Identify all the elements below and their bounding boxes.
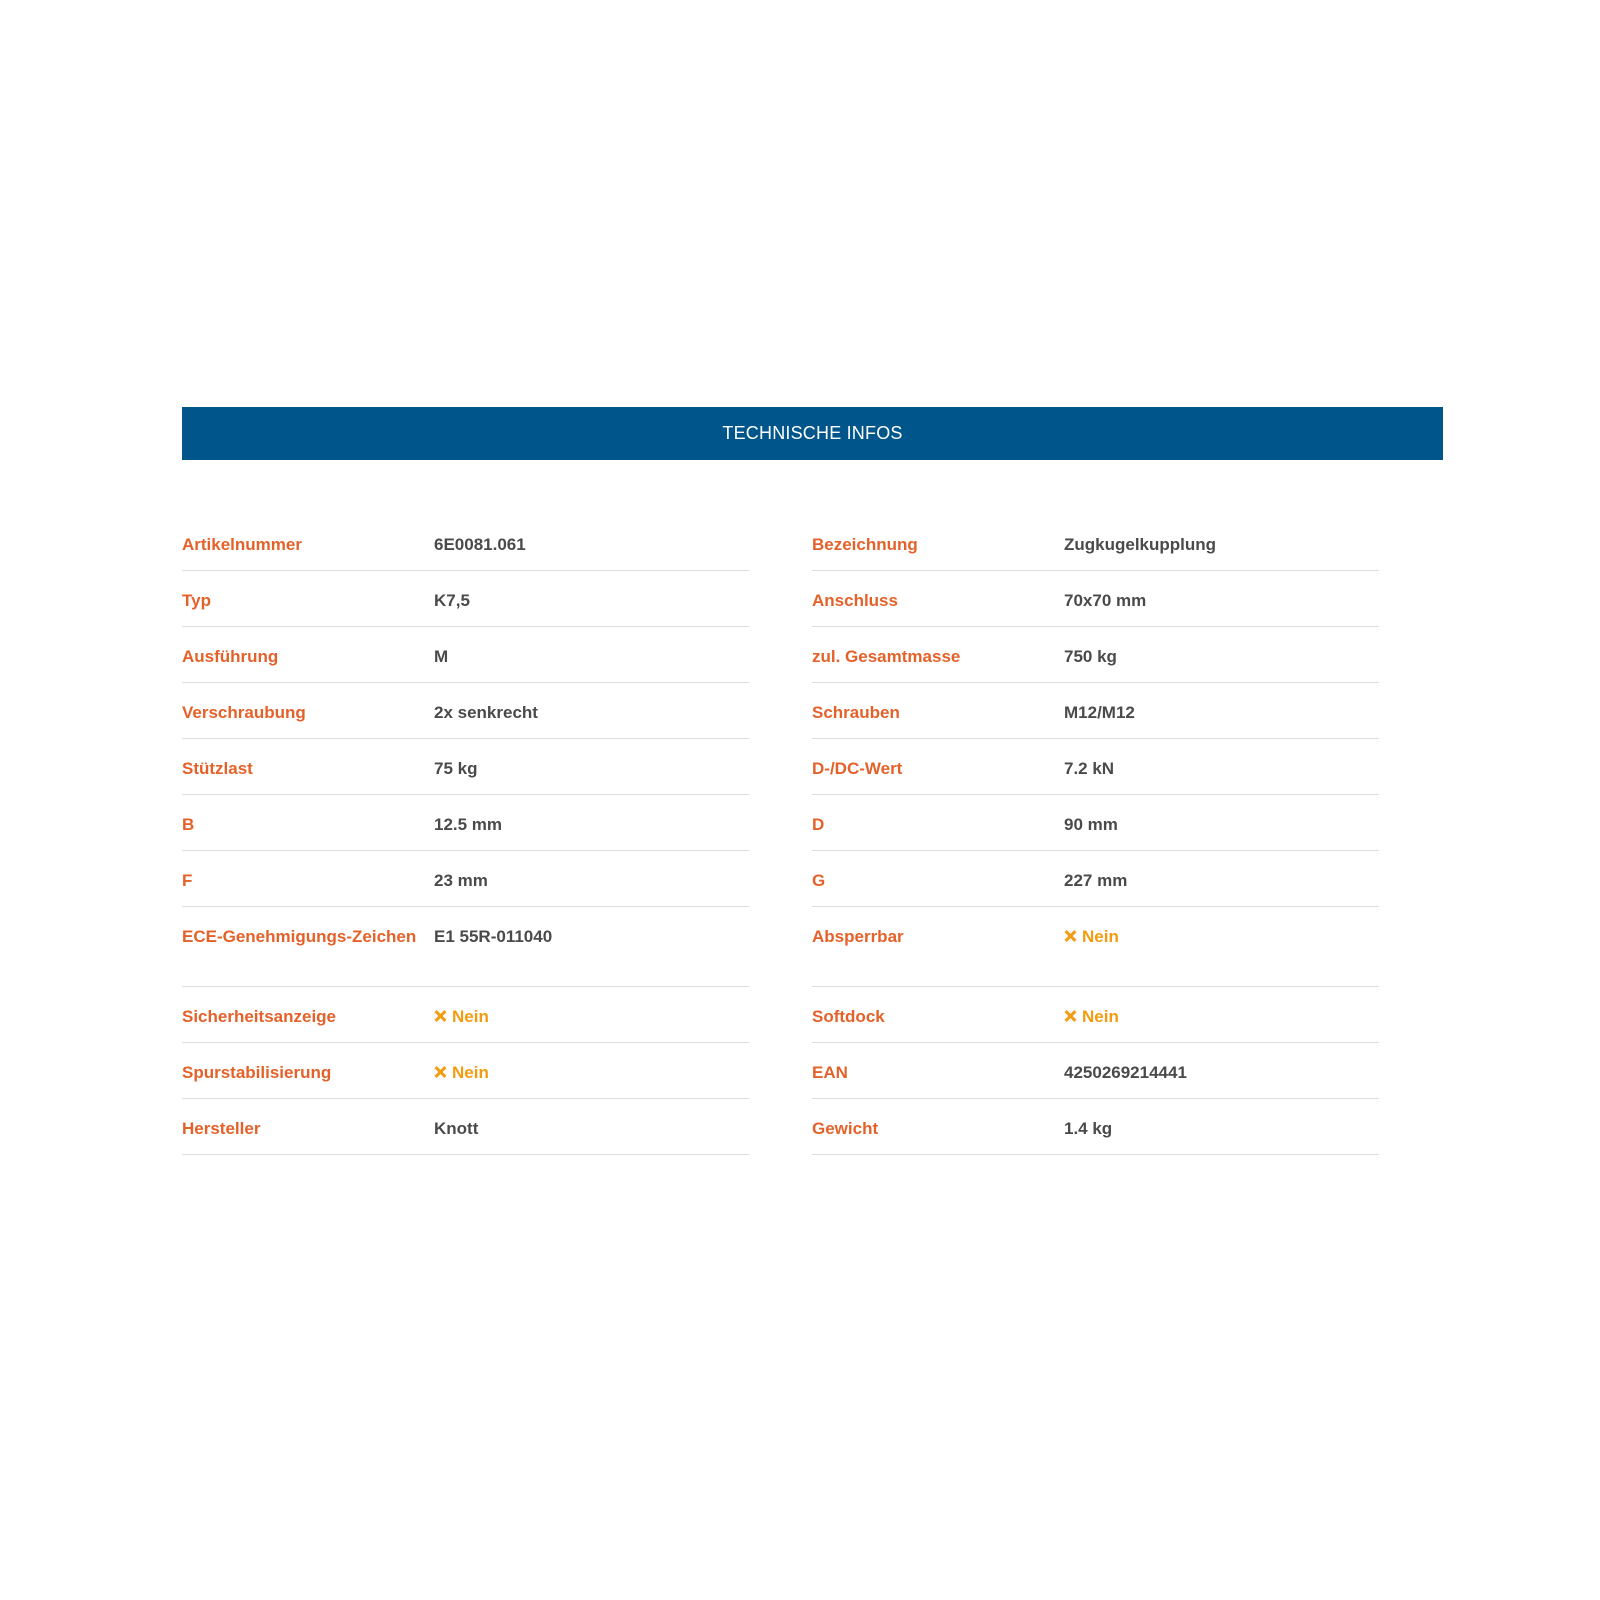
specs-left-column: [182, 515, 749, 1155]
spec-row-f: [182, 851, 749, 907]
spec-value: 6E0081.061: [434, 535, 526, 554]
spec-row-d: [812, 795, 1379, 851]
spec-value: 2x senkrecht: [434, 703, 538, 722]
spec-value: 1.4 kg: [1064, 1119, 1113, 1138]
spec-row-verschraubung: [182, 683, 749, 739]
spec-value: K7,5: [434, 591, 470, 610]
spec-row-softdock: [812, 987, 1379, 1043]
spec-label: B: [182, 815, 195, 834]
no-text: Nein: [452, 1007, 489, 1026]
spec-label: D-/DC-Wert: [812, 759, 903, 778]
spec-value: [1064, 1005, 1379, 1028]
spec-label: Spurstabilisierung: [182, 1063, 332, 1082]
x-icon: [1064, 930, 1076, 942]
spec-label: Anschluss: [812, 591, 898, 610]
spec-row-ean: [812, 1043, 1379, 1099]
spec-value: M: [434, 647, 449, 666]
spec-value: 4250269214441: [1064, 1063, 1187, 1082]
spec-label: Absperrbar: [812, 927, 904, 946]
spec-label: Typ: [182, 591, 211, 610]
spec-label: Hersteller: [182, 1119, 261, 1138]
spec-label: Verschraubung: [182, 703, 306, 722]
spec-value: Zugkugelkupplung: [1064, 535, 1217, 554]
spec-value: M12/M12: [1064, 703, 1135, 722]
spec-row-bezeichnung: [812, 515, 1379, 571]
spec-label: ECE-Genehmigungs-Zeichen: [182, 927, 417, 946]
spec-value: 227 mm: [1064, 871, 1128, 890]
spec-row-g: [812, 851, 1379, 907]
x-icon: [434, 1010, 446, 1022]
spec-row-ece: [182, 907, 749, 987]
spec-value: 7.2 kN: [1064, 759, 1115, 778]
spec-value: Knott: [434, 1119, 479, 1138]
spec-row-artikelnummer: [182, 515, 749, 571]
spec-value: 70x70 mm: [1064, 591, 1147, 610]
specs-right-column: [812, 515, 1379, 1155]
spec-label: G: [812, 871, 826, 890]
spec-label: D: [812, 815, 825, 834]
spec-label: Softdock: [812, 1007, 885, 1026]
spec-label: Ausführung: [182, 647, 279, 666]
spec-value: 12.5 mm: [434, 815, 503, 834]
spec-value: 90 mm: [1064, 815, 1118, 834]
spec-row-schrauben: [812, 683, 1379, 739]
spec-row-anschluss: [812, 571, 1379, 627]
spec-label: Schrauben: [812, 703, 900, 722]
spec-row-spurstabilisierung: [182, 1043, 749, 1099]
x-icon: [1064, 1010, 1076, 1022]
spec-label: Gewicht: [812, 1119, 879, 1138]
spec-value: [434, 1061, 749, 1084]
no-text: Nein: [452, 1063, 489, 1082]
spec-value: 23 mm: [434, 871, 488, 890]
spec-row-gesamtmasse: [812, 627, 1379, 683]
spec-label: zul. Gesamtmasse: [812, 647, 961, 666]
spec-row-typ: [182, 571, 749, 627]
spec-value: 750 kg: [1064, 647, 1117, 666]
spec-row-b: [182, 795, 749, 851]
spec-row-hersteller: [182, 1099, 749, 1155]
no-text: Nein: [1082, 927, 1119, 946]
spec-label: Bezeichnung: [812, 535, 918, 554]
spec-value: E1 55R-011040: [434, 927, 553, 946]
spec-label: Artikelnummer: [182, 535, 302, 554]
spec-row-ausfuehrung: [182, 627, 749, 683]
x-icon: [434, 1066, 446, 1078]
spec-label: Sicherheitsanzeige: [182, 1007, 337, 1026]
spec-value: [434, 1005, 749, 1028]
spec-row-dc-wert: [812, 739, 1379, 795]
spec-value: 75 kg: [434, 759, 478, 778]
no-text: Nein: [1082, 1007, 1119, 1026]
spec-label: Stützlast: [182, 759, 253, 778]
spec-label: F: [182, 871, 193, 890]
spec-row-stuetzlast: [182, 739, 749, 795]
spec-row-gewicht: [812, 1099, 1379, 1155]
section-title: TECHNISCHE INFOS: [722, 423, 903, 443]
spec-row-absperrbar: [812, 907, 1379, 987]
tech-info-header: [182, 407, 1443, 460]
spec-label: EAN: [812, 1063, 848, 1082]
spec-value: [1064, 925, 1379, 948]
spec-row-sicherheitsanzeige: [182, 987, 749, 1043]
